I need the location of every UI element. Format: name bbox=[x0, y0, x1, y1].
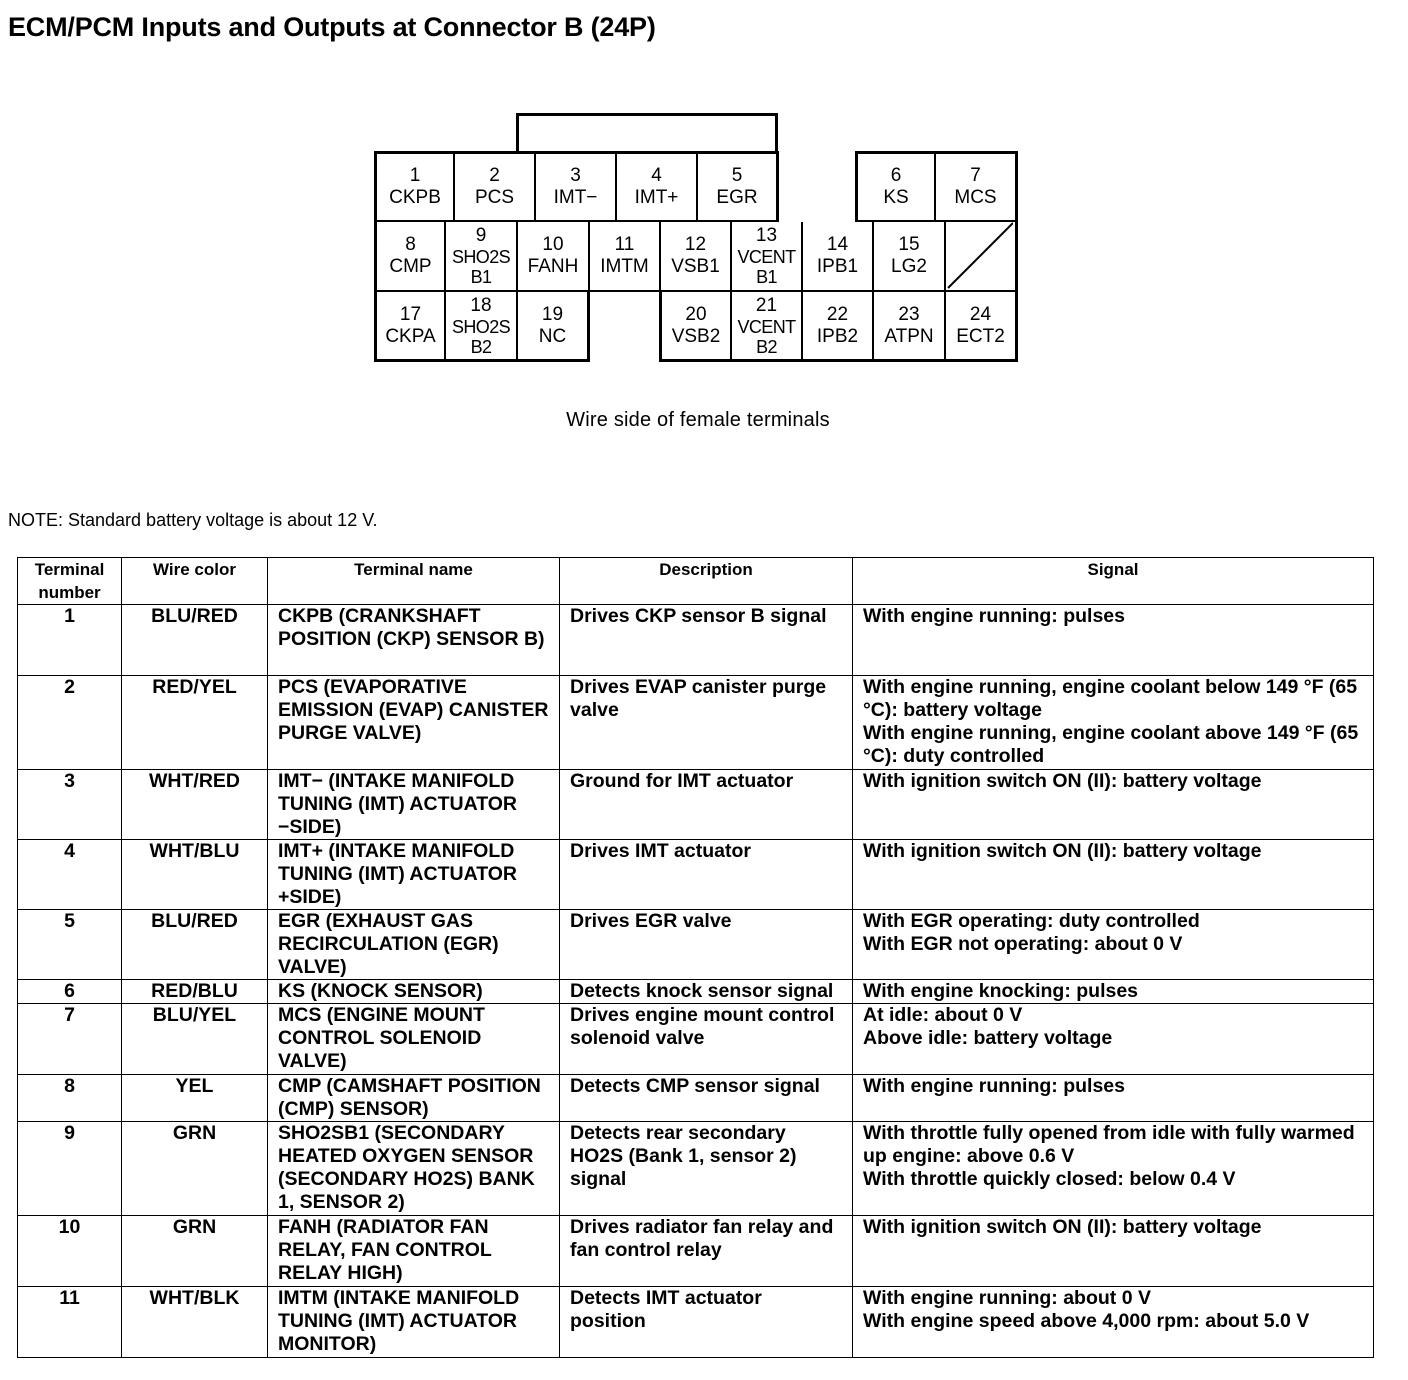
pin-number: 23 bbox=[898, 303, 920, 325]
signal-cell bbox=[853, 1075, 1374, 1122]
connector-pin-1 bbox=[374, 151, 455, 222]
terminal-name-cell: CMP (CAMSHAFT POSITION (CMP) SENSOR) bbox=[268, 1075, 560, 1122]
header-terminal-name: Terminal name bbox=[268, 558, 560, 605]
table-row bbox=[18, 770, 1374, 840]
table-row bbox=[18, 1122, 1374, 1216]
header-wire-color: Wire color bbox=[122, 558, 268, 605]
signal-cell bbox=[853, 605, 1374, 676]
pin-number: 8 bbox=[405, 234, 416, 255]
connector-pin-6 bbox=[855, 151, 936, 222]
pin-number: 24 bbox=[969, 303, 992, 325]
description-cell: Ground for IMT actuator bbox=[560, 770, 853, 840]
pin-number: 4 bbox=[651, 165, 662, 186]
terminal-number-cell: 8 bbox=[18, 1075, 122, 1122]
table-row bbox=[18, 1004, 1374, 1075]
terminal-name-cell: FANH (RADIATOR FAN RELAY, FAN CONTROL RELAY HIGH) bbox=[268, 1216, 560, 1287]
signal-cell bbox=[853, 1287, 1374, 1358]
pin-label: IMTM bbox=[600, 256, 649, 277]
terminal-name-cell: IMT+ (INTAKE MANIFOLD TUNING (IMT) ACTUATOR +SIDE) bbox=[268, 840, 560, 910]
signal-line: With engine knocking: pulses bbox=[863, 980, 1139, 1002]
battery-voltage-note: NOTE: Standard battery voltage is about 12 V. bbox=[8, 510, 378, 530]
wire-color-cell: BLU/RED bbox=[122, 605, 268, 676]
pin-number: 7 bbox=[970, 165, 981, 186]
description-cell: Drives EGR valve bbox=[560, 910, 853, 980]
signal-cell bbox=[853, 1122, 1374, 1216]
pin-label: SHO2S B1 bbox=[451, 247, 511, 287]
wire-color-cell: BLU/RED bbox=[122, 910, 268, 980]
signal-cell bbox=[853, 1004, 1374, 1075]
connector-pin-17 bbox=[374, 292, 446, 362]
pin-number: 9 bbox=[475, 225, 487, 246]
pin-label: IPB2 bbox=[816, 325, 859, 347]
signal-cell bbox=[853, 980, 1374, 1004]
signal-cell bbox=[853, 1216, 1374, 1287]
pin-label: ATPN bbox=[884, 325, 934, 347]
signal-line: With ignition switch ON (II): battery voltage bbox=[863, 1216, 1262, 1238]
pin-label: SHO2S B2 bbox=[451, 316, 511, 357]
description-cell: Detects knock sensor signal bbox=[560, 980, 853, 1004]
pin-label: EGR bbox=[716, 187, 758, 208]
signal-line: With ignition switch ON (II): battery voltage bbox=[863, 770, 1262, 792]
terminal-number-cell: 10 bbox=[18, 1216, 122, 1287]
page-title: ECM/PCM Inputs and Outputs at Connector B (24P) bbox=[8, 12, 656, 42]
connector-diagram bbox=[0, 0, 1408, 470]
pin-label: ECT2 bbox=[956, 325, 1005, 347]
terminal-name-cell: CKPB (CRANKSHAFT POSITION (CKP) SENSOR B) bbox=[268, 605, 560, 676]
terminal-number-cell: 9 bbox=[18, 1122, 122, 1216]
connector-pin-7 bbox=[936, 151, 1018, 222]
pin-number: 3 bbox=[570, 165, 581, 186]
terminal-number-cell: 7 bbox=[18, 1004, 122, 1075]
signal-line: With engine running, engine coolant below 149 °F (65 °C): battery voltage bbox=[863, 676, 1358, 721]
wire-color-cell: RED/YEL bbox=[122, 676, 268, 770]
terminal-number-cell: 2 bbox=[18, 676, 122, 770]
connector-caption: Wire side of female terminals bbox=[566, 409, 830, 431]
terminal-number-cell: 4 bbox=[18, 840, 122, 910]
terminal-number-cell: 5 bbox=[18, 910, 122, 980]
signal-line: With throttle fully opened from idle with fully warmed up engine: above 0.6 V bbox=[863, 1122, 1355, 1167]
signal-line: With throttle quickly closed: below 0.4 V bbox=[863, 1168, 1236, 1190]
description-cell: Drives IMT actuator bbox=[560, 840, 853, 910]
signal-cell bbox=[853, 840, 1374, 910]
connector-pin-21 bbox=[732, 292, 803, 362]
wire-color-cell: GRN bbox=[122, 1122, 268, 1216]
terminal-name-cell: PCS (EVAPORATIVE EMISSION (EVAP) CANISTER PURGE VALVE) bbox=[268, 676, 560, 770]
pin-number: 17 bbox=[399, 303, 422, 325]
connector-pin-12 bbox=[661, 222, 732, 292]
description-cell: Detects rear secondary HO2S (Bank 1, sensor 2) signal bbox=[560, 1122, 853, 1216]
connector-pin-8 bbox=[374, 222, 446, 292]
terminal-name-cell: SHO2SB1 (SECONDARY HEATED OXYGEN SENSOR (SECONDARY HO2S) BANK 1, SENSOR 2) bbox=[268, 1122, 560, 1216]
connector-pin-5 bbox=[698, 151, 779, 222]
table-row bbox=[18, 605, 1374, 676]
connector-pin-4 bbox=[617, 151, 698, 222]
description-cell: Drives engine mount control solenoid valve bbox=[560, 1004, 853, 1075]
header-description: Description bbox=[560, 558, 853, 605]
connector-pin-15 bbox=[874, 222, 946, 292]
connector-pin-11 bbox=[590, 222, 661, 292]
connector-pin-23 bbox=[874, 292, 946, 362]
wire-color-cell: WHT/BLK bbox=[122, 1287, 268, 1358]
pin-label: IPB1 bbox=[816, 256, 859, 277]
pin-label: PCS bbox=[474, 187, 515, 208]
terminal-table bbox=[17, 557, 1374, 1358]
terminal-number-cell: 3 bbox=[18, 770, 122, 840]
table-row bbox=[18, 676, 1374, 770]
terminal-number-cell: 11 bbox=[18, 1287, 122, 1358]
terminal-name-cell: EGR (EXHAUST GAS RECIRCULATION (EGR) VALVE) bbox=[268, 910, 560, 980]
connector-locking-tab bbox=[516, 113, 778, 151]
table-row bbox=[18, 1216, 1374, 1287]
pin-number: 22 bbox=[826, 303, 849, 325]
connector-pin-18 bbox=[446, 292, 518, 362]
pin-label: IMT− bbox=[553, 187, 598, 208]
signal-line: With EGR operating: duty controlled bbox=[863, 910, 1200, 932]
connector-pin-22 bbox=[803, 292, 874, 362]
pin-number: 11 bbox=[614, 234, 635, 255]
pin-label: VSB2 bbox=[671, 325, 721, 347]
pin-label: IMT+ bbox=[634, 187, 679, 208]
connector-pin-10 bbox=[518, 222, 590, 292]
pin-label: KS bbox=[883, 187, 909, 208]
header-terminal-number: Terminal number bbox=[18, 558, 122, 605]
description-cell: Drives CKP sensor B signal bbox=[560, 605, 853, 676]
table-row bbox=[18, 1075, 1374, 1122]
pin-number: 20 bbox=[685, 303, 707, 325]
terminal-number-cell: 1 bbox=[18, 605, 122, 676]
wire-color-cell: RED/BLU bbox=[122, 980, 268, 1004]
signal-line: With engine running: pulses bbox=[863, 605, 1125, 627]
connector-pin-9 bbox=[446, 222, 518, 292]
signal-cell bbox=[853, 770, 1374, 840]
pin-number: 5 bbox=[731, 165, 743, 186]
connector-pin-20 bbox=[659, 292, 732, 362]
header-signal: Signal bbox=[853, 558, 1374, 605]
unused-pin-slash-icon bbox=[946, 222, 1013, 290]
wire-color-cell: YEL bbox=[122, 1075, 268, 1122]
signal-line: With ignition switch ON (II): battery voltage bbox=[863, 840, 1262, 862]
connector-pin-24 bbox=[946, 292, 1018, 362]
wire-color-cell: BLU/YEL bbox=[122, 1004, 268, 1075]
connector-pin-19 bbox=[518, 292, 590, 362]
pin-number: 13 bbox=[755, 225, 778, 246]
terminal-name-cell: IMT− (INTAKE MANIFOLD TUNING (IMT) ACTUATOR −SIDE) bbox=[268, 770, 560, 840]
signal-line: With EGR not operating: about 0 V bbox=[863, 933, 1183, 955]
pin-label: VSB1 bbox=[671, 256, 720, 277]
table-row bbox=[18, 980, 1374, 1004]
pin-label: CKPB bbox=[389, 187, 441, 208]
pin-number: 2 bbox=[489, 165, 500, 186]
signal-line: With engine speed above 4,000 rpm: about 5.0 V bbox=[863, 1310, 1310, 1332]
terminal-number-cell: 6 bbox=[18, 980, 122, 1004]
pin-label: MCS bbox=[954, 187, 997, 208]
pin-label: FANH bbox=[527, 256, 579, 277]
signal-cell bbox=[853, 910, 1374, 980]
pin-number: 18 bbox=[470, 294, 492, 316]
terminal-name-cell: IMTM (INTAKE MANIFOLD TUNING (IMT) ACTUATOR MONITOR) bbox=[268, 1287, 560, 1358]
description-cell: Drives EVAP canister purge valve bbox=[560, 676, 853, 770]
signal-cell bbox=[853, 676, 1374, 770]
pin-number: 15 bbox=[898, 234, 920, 255]
table-row bbox=[18, 910, 1374, 980]
signal-line: With engine running, engine coolant above 149 °F (65 °C): duty controlled bbox=[863, 722, 1359, 767]
table-row bbox=[18, 840, 1374, 910]
terminal-name-cell: MCS (ENGINE MOUNT CONTROL SOLENOID VALVE) bbox=[268, 1004, 560, 1075]
pin-label: CMP bbox=[389, 256, 432, 277]
pin-label: CKPA bbox=[385, 325, 436, 347]
pin-number: 21 bbox=[755, 294, 778, 316]
pin-number: 6 bbox=[890, 165, 902, 186]
pin-number: 10 bbox=[542, 234, 564, 255]
connector-pin-16-unused bbox=[946, 222, 1018, 292]
signal-line: Above idle: battery voltage bbox=[863, 1027, 1113, 1049]
terminal-name-cell: KS (KNOCK SENSOR) bbox=[268, 980, 560, 1004]
pin-number: 1 bbox=[409, 165, 421, 186]
wire-color-cell: WHT/RED bbox=[122, 770, 268, 840]
table-row bbox=[18, 1287, 1374, 1358]
pin-label: NC bbox=[538, 325, 567, 347]
connector-pin-2 bbox=[455, 151, 536, 222]
signal-line: At idle: about 0 V bbox=[863, 1004, 1023, 1026]
connector-pin-13 bbox=[732, 222, 803, 292]
pin-number: 14 bbox=[826, 234, 849, 255]
pin-label: VCENT B1 bbox=[737, 247, 796, 287]
connector-pin-14 bbox=[803, 222, 874, 292]
pin-number: 12 bbox=[684, 234, 707, 255]
connector-pin-3 bbox=[536, 151, 617, 222]
description-cell: Drives radiator fan relay and fan control relay bbox=[560, 1216, 853, 1287]
pin-number: 19 bbox=[541, 303, 564, 325]
wire-color-cell: GRN bbox=[122, 1216, 268, 1287]
table-header-row bbox=[18, 558, 1374, 605]
signal-line: With engine running: pulses bbox=[863, 1075, 1125, 1097]
wire-color-cell: WHT/BLU bbox=[122, 840, 268, 910]
pin-label: LG2 bbox=[891, 256, 927, 277]
signal-line: With engine running: about 0 V bbox=[863, 1287, 1151, 1309]
description-cell: Detects CMP sensor signal bbox=[560, 1075, 853, 1122]
description-cell: Detects IMT actuator position bbox=[560, 1287, 853, 1358]
pin-label: VCENT B2 bbox=[737, 316, 796, 357]
